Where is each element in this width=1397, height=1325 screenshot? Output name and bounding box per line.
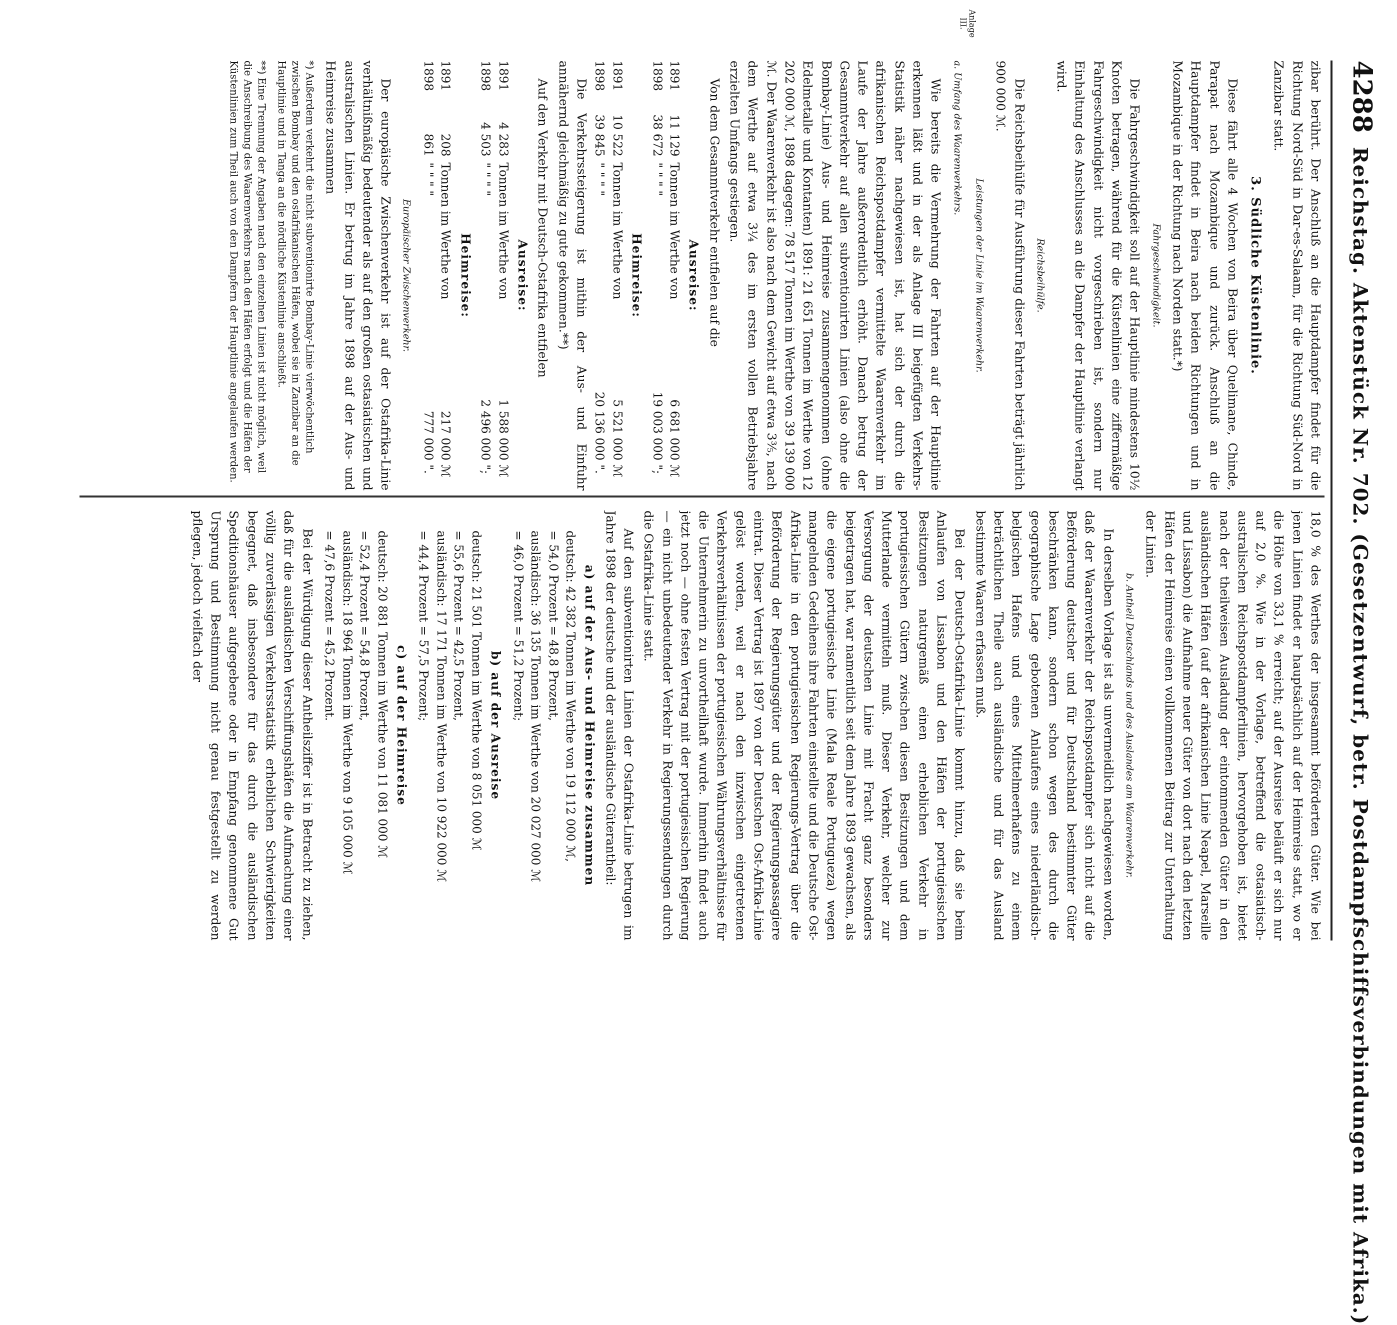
table-rows-4 — [419, 61, 454, 491]
subheading: Leistungen der Linie im Waarenverkehr. — [973, 178, 985, 373]
right-paragraph: Bei der Deutsch-Ostafrika-Linie kommt hinzu, daß sie beim Anlaufen von Lissabon und den Häfen der portugiesischen Besitzungen naturgemäß einen erheblichen Verkehr in portugiesischen Gütern zwischen diesen Besitzungen und dem Mutterlande vermitteln muß. Dieser Verkehr, welcher zur Versorgung der deutschen Linie mit Fracht ganz besonders beigetragen hat, war namentlich seit dem Jahre 1893 gewachsen, als die eigene portugiesische Linie (Mala Reale Portugueza) wegen mangelnden Gedeihens ihre Fahrten einstellte und die Deutsche Ost-Afrika-Linie in den portugiesischen Regierungs-Vertrag über die Beförderung der Regierungsgüter und der Regierungspassagiere eintrat. Dieser Vertrag ist 1897 von der Deutschen Ost-Afrika-Linie gelöst worden, weil er nach den inzwischen eingetretenen Verkehrsverhältnissen der portugiesischen Währungsverhältnisse für die Unternehmerin zu unvortheilhaft wurde. Immerhin findet auch jetzt noch — ohne festen Vertrag mit der portugiesischen Regierung — ein nicht unbedeutender Verkehr in Regierungssendungen durch die Ostafrika-Linie statt. — [641, 510, 967, 941]
share-block-b — [414, 531, 484, 941]
table-row: 1891 11 129 Tonnen im Werthe von 6 681 000 ℳ — [667, 60, 682, 478]
block-heading: b) auf der Ausreise — [488, 650, 503, 801]
table-row: 1898 4 503 " " " " 2 496 000 "; — [478, 60, 493, 475]
table-row: 1898 38 672 " " " " 19 003 000 "; — [650, 60, 665, 475]
table-row: 1891 4 283 Tonnen im Werthe von 1 588 000 ℳ — [496, 60, 511, 478]
left-paragraph: zibar berührt. Der Anschluß an die Hauptdampfer findet für die Richtung Nord-Süd in Dar-es-Salaam, für die Richtung Süd-Nord in Zanzibar statt. — [1271, 60, 1323, 491]
left-paragraph: Die Fahrgeschwindigkeit soll auf der Hauptlinie mindestens 10½ Knoten betragen, während für die Küstenlinien eine ziffermäßige Fahrgeschwindigkeit nicht vorgeschrieben ist, sondern nur Einhaltung des Anschlusses an die Dampfer der Hauptlinie verlangt wird. — [1054, 60, 1142, 491]
page-header — [1337, 60, 1377, 1325]
left-paragraph: Von dem Gesammtverkehr entfielen auf die — [707, 78, 722, 347]
share-line: ausländisch: 17 171 Tonnen im Werthe von 10 922 000 ℳ — [434, 530, 449, 883]
page-title: Reichstag. Aktenstück Nr. 702. (Gesetzentwurf, betr. Postdampfschiffsverbindungen mit Afrika.) — [1348, 146, 1373, 1325]
table-row: 1891 10 522 Tonnen im Werthe von 5 521 000 ℳ — [610, 60, 625, 478]
right-column — [80, 511, 1325, 941]
left-paragraph: Wie bereits die Vermehrung der Fahrten auf der Hauptlinie erkennen läßt und in der als Anlage III beigefügten Verkehrs-Statistik näher nachgewiesen ist, hat sich der durch die afrikanischen Reichspostdampfer vermittelte Waarenverkehr im Laufe der Jahre außerordentlich erhöht. Danach betrug der Gesammtverkehr auf allen subventionirten Linien (also ohne die Bombay-Linie) Aus- und Heimreise zusammengenommen (ohne Edelmetalle und Kontanten) 1891: 21 651 Tonnen im Werthe von 12 202 000 ℳ, 1898 dagegen: 78 517 Tonnen im Werthe von 39 139 000 ℳ. Der Waarenverkehr ist also nach dem Gewicht auf etwa 3⅗, nach dem Werthe auf etwa 3¼ des im ersten vollen Betriebsjahre erzielten Umfangs gestiegen. — [727, 60, 943, 491]
share-line: ausländisch: 36 135 Tonnen im Werthe von 20 027 000 ℳ — [528, 530, 543, 883]
share-line: = 54,0 Prozent = 48,8 Prozent, — [546, 530, 561, 721]
left-column — [80, 61, 1325, 491]
margin-note: Anlage III. — [958, 9, 977, 38]
table-row: 1891 208 Tonnen im Werthe von 217 000 ℳ — [438, 60, 453, 478]
subheading: a. Umfang des Waarenverkehrs. — [951, 60, 963, 216]
share-line: = 52,4 Prozent = 54,8 Prozent, — [357, 530, 372, 721]
column-rule — [80, 496, 1325, 498]
block-heading: c) auf der Heimreise — [394, 645, 409, 806]
share-block-a — [509, 531, 579, 941]
left-paragraph: Der europäische Zwischenverkehr ist auf der Ostafrika-Linie verhältnißmäßig bedeutender als auf den großen ostasiatischen und australischen Linien. Er betrug im Jahre 1898 auf der Aus- und Heimreise zusammen — [323, 60, 393, 491]
block-heading: a) auf der Aus- und Heimreise zusammen — [582, 564, 597, 887]
left-paragraph: Auf den Verkehr mit Deutsch-Ostafrika entfielen — [535, 78, 550, 378]
table-label: Heimreise: — [629, 233, 644, 318]
footnote: *) Außerdem verkehrt die nicht subventionirte Bombay-Linie vierwöchentlich zwischen Bombay und den ostafrikanischen Häfen, wobei sie in Zanzibar an die Hauptlinie und in Tanga an die nördliche Küstenlinie anschließt. — [275, 60, 315, 466]
section-heading: 3. Südliche Küstenlinie. — [1247, 176, 1263, 375]
footnote: **) Eine Trennung der Angaben nach den einzelnen Linien ist nicht möglich, weil die Anschreibung des Waarenverkehrs nach den Häfen erfolgt und die Häfen der Küstenlinien zum Theil auch von den Dampfern der Hauptlinie angelaufen werden. — [227, 60, 267, 483]
share-block-c — [320, 531, 390, 941]
share-line: ausländisch: 18 964 Tonnen im Werthe von 9 105 000 ℳ — [340, 530, 355, 875]
right-paragraph: 18,0 % des Werthes der insgesammt beförderten Güter. Wie bei jenen Linien findet er hauptsächlich auf der Heimreise statt, wo er die Höhe von 33,1 % erreicht; auf der Ausreise beläuft er sich nur auf 2,0 %. Wie in der Vorlage, betreffend die ostasiatisch-australischen Reichspostdampferlinien, hervorgehoben ist, bietet nach der theilweisen Ausladung der eintommenden Güter in den ausländischen Häfen (auf der afrikanischen Linie Neapel, Marseille und Lissabon) die Aufnahme neuer Güter von dort nach den letzten Häfen der Heimreise einen vollkommenen Beitrag zur Unterhaltung der Linien. — [1143, 510, 1323, 941]
share-line: deutsch: 20 881 Tonnen im Werthe von 11 081 000 ℳ — [375, 530, 390, 859]
right-paragraph: Auf den subventionirten Linien der Ostafrika-Linie betrugen im Jahre 1898 der deutsche und der ausländische Güterantheil: — [603, 510, 636, 941]
table-label: Heimreise: — [458, 233, 473, 318]
table-row: 1898 861 " " " " 777 000 ". — [421, 60, 436, 474]
table-rows-3 — [476, 61, 511, 491]
left-paragraph: Die Verkehrssteigerung ist mithin der Aus- und Einfuhr annähernd gleichmäßig zu gute gekommen.**) — [556, 60, 589, 491]
share-line: = 44,4 Prozent = 57,5 Prozent; — [416, 530, 431, 722]
subheading: Reichsbeihülfe. — [1034, 238, 1046, 313]
share-line: = 47,6 Prozent = 45,2 Prozent. — [322, 530, 337, 721]
header-rule — [1331, 61, 1333, 941]
share-line: deutsch: 21 501 Tonnen im Werthe von 8 051 000 ℳ — [469, 530, 484, 851]
table-rows-1 — [648, 61, 683, 491]
table-label: Ausreise: — [515, 239, 530, 312]
table-rows-2 — [590, 61, 625, 491]
scanned-page — [0, 1, 1397, 1325]
table-row: 1898 39 845 " " " " 20 136 000 ". — [592, 60, 607, 474]
left-paragraph: Die Reichsbeihülfe für Ausführung dieser Fahrten beträgt jährlich 900 000 ℳ. — [993, 60, 1027, 491]
share-line: = 46,0 Prozent = 51,2 Prozent; — [511, 530, 526, 722]
right-paragraph: In derselben Vorlage ist als unvermeidlich nachgewiesen worden, daß der Waarenverkehr der Reichspostdampfer sich nicht auf die Beförderung deutscher und für Deutschland bestimmter Güter beschränken kann, sondern schon wegen des durch die geographische Lage gebotenen Anlaufens eines niederländisch-belgischen Hafens und eines Mittelmeerhafens zu einem beträchtlichen Theile auch ausländische und für das Ausland bestimmte Waaren erfassen muß. — [973, 510, 1116, 941]
right-paragraph: Bei der Würdigung dieser Antheilsziffer ist in Betracht zu ziehen, daß für die ausländischen Verschiffungshäfen die Aufmachung einer völlig zuverlässigen Verkehrsstatistik erheblichen Schwierigkeiten begegnet, daß insbesondere für das durch die ausländischen Speditionshäuser aufgegebene oder in Empfang genommene Gut Ursprung und Bestimmung nicht genau festgestellt zu werden pflegen, jedoch vielfach der — [190, 510, 315, 941]
subheading: Fahrgeschwindigkeit. — [1150, 223, 1162, 328]
share-line: deutsch: 42 382 Tonnen im Werthe von 19 112 000 ℳ, — [563, 530, 578, 862]
page-number: 4288 — [1346, 60, 1377, 133]
table-label: Ausreise: — [687, 239, 701, 312]
left-paragraph: Diese fährt alle 4 Wochen von Beira über Quelimane, Chinde, Parapat nach Mozambique und zurück. Anschluß an die Hauptdampfer findet in Beira nach beiden Richtungen und in Mozambique in der Richtung nach Norden statt.*) — [1170, 60, 1240, 491]
share-line: = 55,6 Prozent = 42,5 Prozent, — [451, 530, 466, 721]
subheading: Europäischer Zwischenverkehr. — [400, 199, 412, 352]
subheading: b. Antheil Deutschlands und des Auslandes am Waarenverkehr. — [1123, 572, 1135, 879]
